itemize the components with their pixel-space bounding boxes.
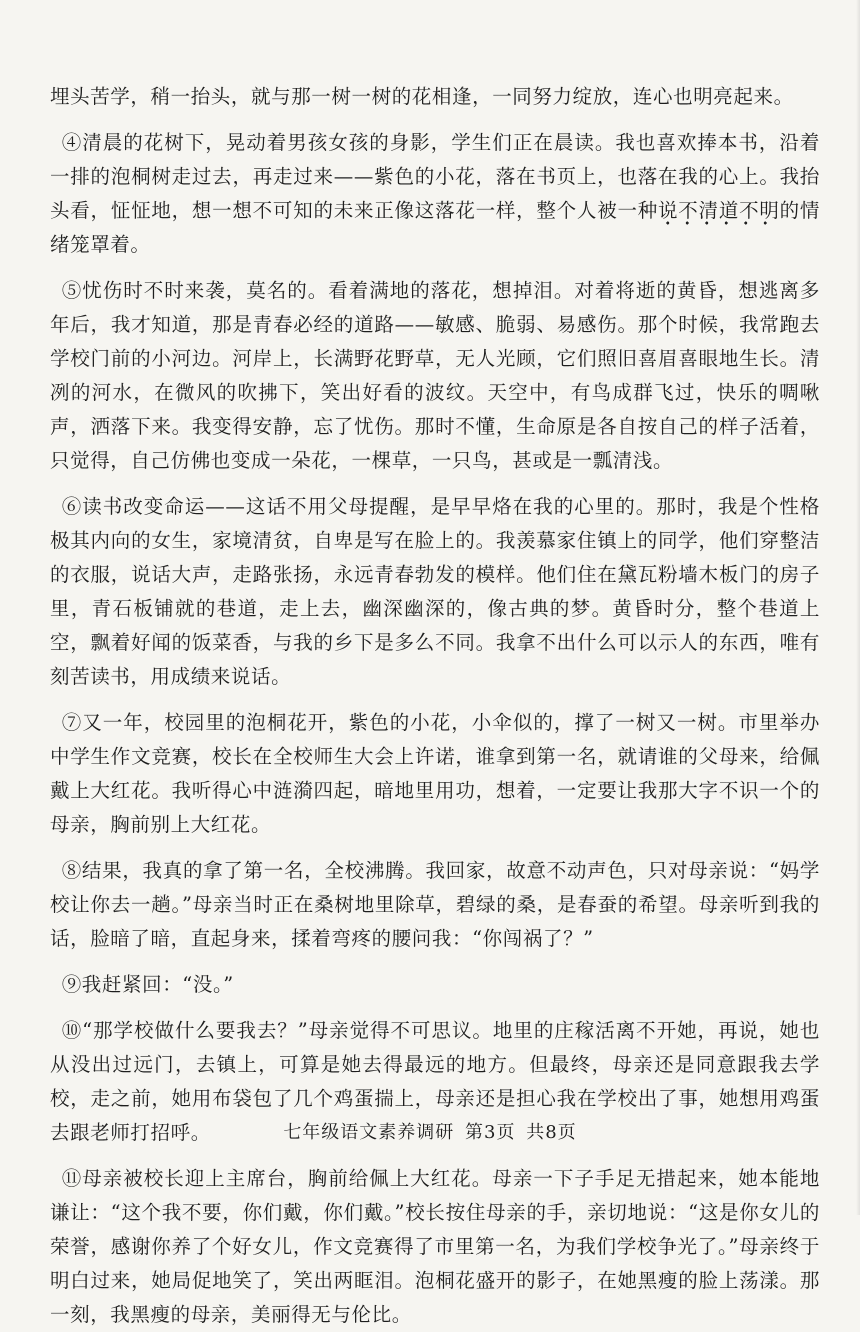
paragraph-8: ⑧结果，我真的拿了第一名，全校沸腾。我回家，故意不动声色，只对母亲说：“妈学校让你去一趟。”母亲当时正在桑树地里除草，碧绿的桑，是春蚕的希望。母亲听到我的话，脸暗了暗，直起身来，揉着弯疼的腰问我：“你闯祸了？” (50, 859, 820, 950)
paragraph-continuation: 埋头苦学，稍一抬头，就与那一树一树的花相逢，一同努力绽放，连心也明亮起来。 (50, 85, 794, 108)
paragraph-9: ⑨我赶紧回：“没。” (61, 973, 234, 996)
paragraph-4 (50, 126, 820, 262)
paragraph-10: ⑩“那学校做什么要我去？”母亲觉得不可思议。地里的庄稼活离不开她，再说，她也从没出过远门，去镇上，可算是她去得最远的地方。但最终，母亲还是同意跟我去学校，走之前，她用布袋包了几个鸡蛋揣上，母亲还是担心我在学校出了事，她想用鸡蛋去跟老师打招呼。 (50, 1019, 820, 1144)
paragraph-11: ⑪母亲被校长迎上主席台，胸前给佩上大红花。母亲一下子手足无措起来，她本能地谦让：“这个我不要，你们戴，你们戴。”校长按住母亲的手，亲切地说：“这是你女儿的荣誉，感谢你养了个好女儿，作文竞赛得了市里第一名，为我们学校争光了。”母亲终于明白过来，她局促地笑了，笑出两眶泪。泡桐花盛开的影子，在她黑瘦的脸上荡漾。那一刻，我黑瘦的母亲，美丽得无与伦比。 (50, 1167, 820, 1326)
emphasized-phrase: 说不清道不明 (658, 199, 780, 226)
page-footer (0, 1118, 860, 1144)
footer-page-number: 第3页 (465, 1122, 516, 1143)
paragraph-7: ⑦又一年，校园里的泡桐花开，紫色的小花，小伞似的，撑了一树又一树。市里举办中学生作文竞赛，校长在全校师生大会上许诺，谁拿到第一名，就请谁的父母来，给佩戴上大红花。我听得心中涟漪四起，暗地里用功，想着，一定要让我那大字不识一个的母亲，胸前别上大红花。 (50, 711, 820, 836)
footer-page-total: 共8页 (526, 1122, 577, 1143)
paragraph-6: ⑥读书改变命运——这话不用父母提醒，是早早烙在我的心里的。那时，我是个性格极其内向的女生，家境清贫，自卑是写在脸上的。我羡慕家住镇上的同学，他们穿整洁的衣服，说话大声，走路张扬，永远青春勃发的模样。他们住在黛瓦粉墙木板门的房子里，青石板铺就的巷道，走上去，幽深幽深的，像古典的梦。黄昏时分，整个巷道上空，飘着好闻的饭菜香，与我的乡下是多么不同。我拿不出什么可以示人的东西，唯有刻苦读书，用成绩来说话。 (50, 495, 820, 688)
scan-edge-shadow (856, 0, 860, 1215)
paragraph-5: ⑤忧伤时不时来袭，莫名的。看着满地的落花，想掉泪。对着将逝的黄昏，想逃离多年后，我才知道，那是青春必经的道路——敏感、脆弱、易感伤。那个时候，我常跑去学校门前的小河边。河岸上，长满野花野草，无人光顾，它们照旧喜眉喜眼地生长。清冽的河水，在微风的吹拂下，笑出好看的波纹。天空中，有鸟成群飞过，快乐的啁啾声，洒落下来。我变得安静，忘了忧伤。那时不懂，生命原是各自按自己的样子活着，只觉得，自己仿佛也变成一朵花，一棵草，一只鸟，甚或是一瓢清浅。 (50, 279, 820, 472)
paragraph-4-text-a: ④清晨的花树下，晃动着男孩女孩的身影，学生们正在晨读。我也喜欢捧本书，沿着一排的泡桐树走过去，再走过来——紫色的小花，落在书页上，也落在我的心上。我抬头看，怔怔地，想一想不可知的未来正像这落花一样，整个人被一种 (50, 131, 820, 222)
paragraph-4-text-b: 的情绪笼罩着。 (50, 199, 820, 256)
footer-title: 七年级语文素养调研 (283, 1122, 455, 1143)
